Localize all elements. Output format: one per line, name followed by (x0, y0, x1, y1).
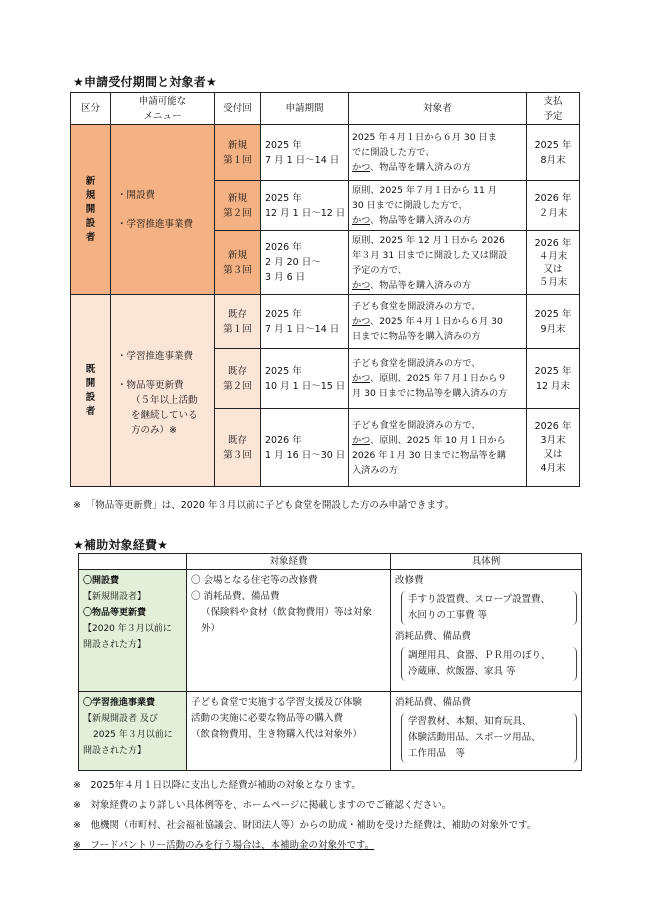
example-learning: 消耗品費、備品費 学習教材、本類、知育玩具、 体験活動用品、スポーツ用品、 工作用品 等 (391, 692, 582, 771)
target-existing-1: 子ども食堂を開設済みの方で、 かつ、2025 年４月１日から６月 30 日までに物品等を購入済みの方 (349, 295, 527, 349)
table-row (79, 692, 582, 771)
left-learning: 〇学習推進事業費 【新規開設者 及び 2025 年３月以前に 開設された方】 (79, 692, 187, 771)
note-renewal: ※ 「物品等更新費」は、2020 年３月以前に子ども食堂を開設した方のみ申請できます。 (73, 500, 455, 511)
round-new-1: 新規 第１回 (215, 125, 261, 181)
pay-new-1: 2025 年 8月末 (527, 125, 580, 181)
period-new-2: 2025 年 12 月 1 日～12 日 (261, 181, 349, 231)
table-row (79, 570, 582, 692)
category-existing: 既 開 設 者 (71, 295, 111, 487)
pay-new-2: 2026 年 ２月末 (527, 181, 580, 231)
example-bracket: 手すり設置費、スロープ設置費、 水回りの工事費 等 (401, 591, 577, 625)
example-opening-renewal: 改修費 手すり設置費、スロープ設置費、 水回りの工事費 等 消耗品費、備品費 調理用具、食器、ＰＲ用のぼり、 冷蔵庫、炊飯器、家具 等 (391, 570, 582, 692)
round-new-3: 新規 第３回 (215, 231, 261, 295)
note-1: ※ 2025年４月１日以降に支出した経費が補助の対象となります。 (73, 780, 361, 791)
period-existing-3: 2026 年 1 月 16 日～30 日 (261, 409, 349, 487)
note-4: ※ フードパントリー活動のみを行う場合は、本補助金の対象外です。 (73, 840, 375, 851)
header-menu: 申請可能な メニュー (111, 93, 215, 125)
header-period: 申請期間 (261, 93, 349, 125)
header-example: 具体例 (391, 554, 582, 570)
section-title-expenses: ★補助対象経費★ (73, 538, 169, 552)
example-bracket: 学習教材、本類、知育玩具、 体験活動用品、スポーツ用品、 工作用品 等 (401, 713, 577, 763)
note-2: ※ 対象経費のより詳しい具体例等を、ホームページに掲載しますのでご確認ください。 (73, 800, 452, 811)
period-new-1: 2025 年 7 月 1 日～14 日 (261, 125, 349, 181)
note-3: ※ 他機関（市町村、社会福祉協議会、財団法人等）からの助成・補助を受けた経費は、補助の対象外です。 (73, 820, 537, 831)
left-opening-renewal: 〇開設費 【新規開設者】 〇物品等更新費 【2020 年３月以前に 開設された方】 (79, 570, 187, 692)
target-existing-2: 子ども食堂を開設済みの方で、 かつ、原則、2025 年７月１日から９ 月 30 日までに物品等を購入済みの方 (349, 349, 527, 409)
category-new: 新 規 開 設 者 (71, 125, 111, 295)
period-new-3: 2026 年 2 月 20 日～ 3 月 6 日 (261, 231, 349, 295)
pay-existing-1: 2025 年 9月末 (527, 295, 580, 349)
round-new-2: 新規 第２回 (215, 181, 261, 231)
menu-existing: ・学習推進事業費 ・物品等更新費 （５年以上活動 を継続している 方のみ）※ (111, 295, 215, 487)
table-row (71, 125, 580, 181)
period-existing-1: 2025 年 7 月 1 日～14 日 (261, 295, 349, 349)
expense-table (78, 553, 582, 771)
header-row (79, 554, 582, 570)
round-existing-2: 既存 第２回 (215, 349, 261, 409)
header-round: 受付回 (215, 93, 261, 125)
example-bracket: 調理用具、食器、ＰＲ用のぼり、 冷蔵庫、炊飯器、家具 等 (401, 647, 577, 681)
pay-new-3: 2026 年 ４月末 又は ５月末 (527, 231, 580, 295)
expense-opening-renewal: 〇 会場となる住宅等の改修費 〇 消耗品費、備品費 （保険料や食材（飲食物費用）等は対象外） (187, 570, 391, 692)
target-new-1: 2025 年４月１日から６月 30 日ま でに開設した方で、 かつ、物品等を購入済みの方 (349, 125, 527, 181)
round-existing-3: 既存 第３回 (215, 409, 261, 487)
header-target: 対象者 (349, 93, 527, 125)
pay-existing-3: 2026 年 3月末 又は 4月末 (527, 409, 580, 487)
target-new-2: 原則、2025 年７月１日から 11 月 30 日までに開設した方で、 かつ、物品等を購入済みの方 (349, 181, 527, 231)
round-existing-1: 既存 第１回 (215, 295, 261, 349)
expense-learning: 子ども食堂で実施する学習支援及び体験 活動の実施に必要な物品等の購入費 （飲食物費用、生き物購入代は対象外） (187, 692, 391, 771)
header-blank (79, 554, 187, 570)
section-title-application: ★申請受付期間と対象者★ (73, 75, 217, 89)
header-pay: 支払 予定 (527, 93, 580, 125)
header-row (71, 93, 580, 125)
application-table (70, 92, 580, 487)
table-row (71, 295, 580, 349)
period-existing-2: 2025 年 10 月 1 日～15 日 (261, 349, 349, 409)
pay-existing-2: 2025 年 12 月末 (527, 349, 580, 409)
target-existing-3: 子ども食堂を開設済みの方で、 かつ、原則、2025 年 10 月１日から 2026 年１月 30 日までに物品等を購 入済みの方 (349, 409, 527, 487)
header-expense: 対象経費 (187, 554, 391, 570)
target-new-3: 原則、2025 年 12 月１日から 2026 年３月 31 日までに開設した又は開設 予定の方で、 かつ、物品等を購入済みの方 (349, 231, 527, 295)
menu-new: ・開設費 ・学習推進事業費 (111, 125, 215, 295)
header-category: 区分 (71, 93, 111, 125)
